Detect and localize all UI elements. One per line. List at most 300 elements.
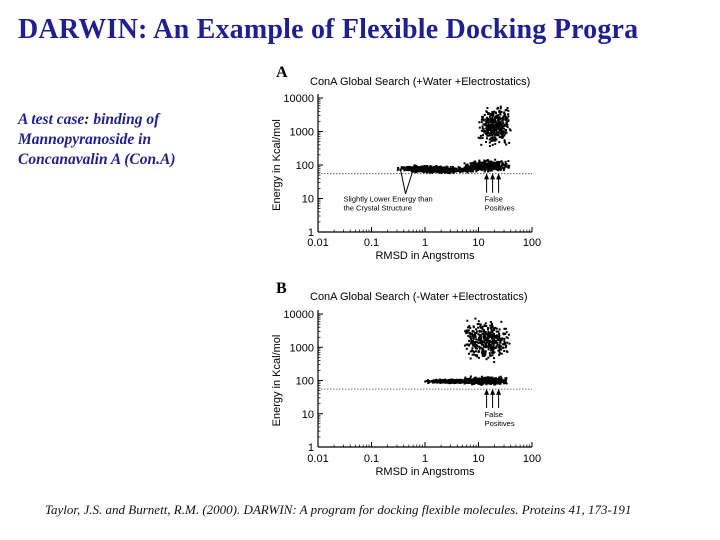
data-point xyxy=(446,380,448,382)
data-point xyxy=(506,163,508,165)
data-point xyxy=(449,381,451,383)
data-point xyxy=(473,325,475,327)
data-point xyxy=(487,337,489,339)
data-point xyxy=(484,340,486,342)
data-point xyxy=(499,379,501,381)
data-point xyxy=(486,382,488,384)
data-point xyxy=(470,350,472,352)
data-point xyxy=(406,166,408,168)
data-point xyxy=(487,329,489,331)
data-point xyxy=(437,381,439,383)
data-point xyxy=(500,321,502,323)
data-point xyxy=(441,172,443,174)
data-point xyxy=(414,167,416,169)
data-point xyxy=(477,323,479,325)
data-point xyxy=(476,380,478,382)
y-tick-label: 1000 xyxy=(289,126,314,139)
data-point xyxy=(466,381,468,383)
data-point xyxy=(507,115,509,117)
data-point xyxy=(501,124,503,126)
data-point xyxy=(488,348,490,350)
data-point xyxy=(492,131,494,133)
data-point xyxy=(478,381,480,383)
data-point xyxy=(489,163,491,165)
data-point xyxy=(467,330,469,332)
data-point xyxy=(480,384,482,386)
data-point xyxy=(480,331,482,333)
data-point xyxy=(426,380,428,382)
data-point xyxy=(507,107,509,109)
data-point xyxy=(489,132,491,134)
data-point xyxy=(501,163,503,165)
data-point xyxy=(478,121,480,123)
data-point xyxy=(476,378,478,380)
data-point xyxy=(490,129,492,131)
data-point xyxy=(498,120,500,122)
data-point xyxy=(505,144,507,146)
data-point xyxy=(427,170,429,172)
data-point xyxy=(466,320,468,322)
data-point xyxy=(489,145,491,147)
data-point xyxy=(506,336,508,338)
data-point xyxy=(477,339,479,341)
y-axis-label: Energy in Kcal/mol xyxy=(271,334,283,427)
data-point xyxy=(500,376,502,378)
data-point xyxy=(475,328,477,330)
data-point xyxy=(485,331,487,333)
data-point xyxy=(491,331,493,333)
data-point xyxy=(503,111,505,113)
data-point xyxy=(423,167,425,169)
data-point xyxy=(505,129,507,131)
data-point xyxy=(442,381,444,383)
annotation-arrowhead xyxy=(484,389,489,395)
data-point xyxy=(507,113,509,115)
data-point xyxy=(450,166,452,168)
data-point xyxy=(502,132,504,134)
data-point xyxy=(481,119,483,121)
data-point xyxy=(483,346,485,348)
x-tick-label: 100 xyxy=(522,453,542,465)
data-point xyxy=(491,343,493,345)
data-point xyxy=(488,125,490,127)
data-point xyxy=(414,171,416,173)
data-point xyxy=(480,144,482,146)
data-point xyxy=(485,379,487,381)
data-point xyxy=(494,137,496,139)
data-point xyxy=(473,381,475,383)
data-point xyxy=(493,119,495,121)
y-tick-label: 100 xyxy=(295,160,314,172)
data-point xyxy=(489,170,491,172)
data-point xyxy=(499,136,501,138)
data-point xyxy=(467,167,469,169)
x-tick-label: 10 xyxy=(472,453,485,465)
data-point xyxy=(504,343,506,345)
x-tick-label: 0.1 xyxy=(363,453,380,465)
data-point xyxy=(482,379,484,381)
data-point xyxy=(477,333,479,335)
x-tick-label: 1 xyxy=(421,237,429,249)
data-point xyxy=(495,336,497,338)
data-point xyxy=(504,114,506,116)
x-tick-label: 1 xyxy=(421,453,429,465)
data-point xyxy=(505,328,507,330)
data-point xyxy=(502,127,504,129)
data-point xyxy=(435,168,437,170)
data-point xyxy=(482,137,484,139)
data-point xyxy=(504,116,506,118)
data-point xyxy=(497,380,499,382)
data-point xyxy=(505,161,507,163)
data-point xyxy=(494,327,496,329)
data-point xyxy=(482,167,484,169)
annotation-text: False xyxy=(484,194,503,204)
data-point xyxy=(495,382,497,384)
data-point xyxy=(469,335,471,337)
data-point xyxy=(459,379,461,381)
data-point xyxy=(491,124,493,126)
data-point xyxy=(472,334,474,336)
data-point xyxy=(422,171,424,173)
y-tick-label: 10000 xyxy=(283,309,314,321)
data-point xyxy=(490,137,492,139)
data-point xyxy=(501,380,503,382)
annotation-arrowhead xyxy=(490,173,495,179)
data-point xyxy=(492,349,494,351)
data-point xyxy=(427,168,429,170)
data-point xyxy=(475,341,477,343)
data-point xyxy=(492,119,494,121)
data-point xyxy=(489,113,491,115)
data-point xyxy=(475,347,477,349)
scatter-points xyxy=(397,106,512,175)
data-point xyxy=(470,358,472,360)
data-point xyxy=(497,134,499,136)
annotation-arrowhead xyxy=(496,173,501,179)
data-point xyxy=(497,331,499,333)
data-point xyxy=(493,382,495,384)
y-tick-label: 100 xyxy=(295,375,314,388)
data-point xyxy=(474,162,476,164)
data-point xyxy=(473,165,475,167)
data-point xyxy=(470,169,472,171)
data-point xyxy=(499,111,501,113)
data-point xyxy=(417,168,419,170)
data-point xyxy=(486,137,488,139)
data-point xyxy=(499,341,501,343)
data-point xyxy=(487,339,489,341)
data-point xyxy=(492,167,494,169)
panel-label-b: B xyxy=(276,280,287,297)
data-point xyxy=(501,339,503,341)
data-point xyxy=(494,143,496,145)
data-point xyxy=(397,169,399,171)
annotation-text: Positives xyxy=(484,203,515,213)
data-point xyxy=(490,327,492,329)
data-point xyxy=(493,342,495,344)
data-point xyxy=(482,116,484,118)
data-point xyxy=(498,338,500,340)
data-point xyxy=(479,379,481,381)
data-point xyxy=(493,346,495,348)
data-point xyxy=(489,325,491,327)
data-point xyxy=(502,118,504,120)
data-point xyxy=(503,332,505,334)
data-point xyxy=(485,121,487,123)
data-point xyxy=(464,382,466,384)
data-point xyxy=(488,345,490,347)
data-point xyxy=(491,378,493,380)
data-point xyxy=(444,169,446,171)
data-point xyxy=(488,379,490,381)
data-point xyxy=(504,141,506,143)
scatter-points xyxy=(424,318,510,386)
data-point xyxy=(508,343,510,345)
data-point xyxy=(483,330,485,332)
data-point xyxy=(490,335,492,337)
data-point xyxy=(485,160,487,162)
data-point xyxy=(496,116,498,118)
data-point xyxy=(486,166,488,168)
x-tick-label: 0.01 xyxy=(307,453,329,465)
data-point xyxy=(478,160,480,162)
data-point xyxy=(412,167,414,169)
data-point xyxy=(478,357,480,359)
data-point xyxy=(500,106,502,108)
data-point xyxy=(486,130,488,132)
data-point xyxy=(480,323,482,325)
data-point xyxy=(489,115,491,117)
data-point xyxy=(498,333,500,335)
data-point xyxy=(483,160,485,162)
data-point xyxy=(433,167,435,169)
data-point xyxy=(486,125,488,127)
data-point xyxy=(493,357,495,359)
data-point xyxy=(459,167,461,169)
data-point xyxy=(502,347,504,349)
data-point xyxy=(490,329,492,331)
data-point xyxy=(508,142,510,144)
data-point xyxy=(497,162,499,164)
data-point xyxy=(479,127,481,129)
data-point xyxy=(468,340,470,342)
data-point xyxy=(451,379,453,381)
data-point xyxy=(491,338,493,340)
data-point xyxy=(502,167,504,169)
data-point xyxy=(485,169,487,171)
data-point xyxy=(486,135,488,137)
data-point xyxy=(475,350,477,352)
data-point xyxy=(456,168,458,170)
data-point xyxy=(500,131,502,133)
data-point xyxy=(489,354,491,356)
x-tick-label: 0.1 xyxy=(363,237,380,249)
y-axis-label: Energy in Kcal/mol xyxy=(271,119,283,211)
data-point xyxy=(500,349,502,351)
caption-line: A test case: binding of xyxy=(18,111,160,128)
data-point xyxy=(472,345,474,347)
data-point xyxy=(492,114,494,116)
data-point xyxy=(427,381,429,383)
data-point xyxy=(472,330,474,332)
data-point xyxy=(464,345,466,347)
data-point xyxy=(484,334,486,336)
data-point xyxy=(470,163,472,165)
data-point xyxy=(488,118,490,120)
data-point xyxy=(494,159,496,161)
data-point xyxy=(464,162,466,164)
data-point xyxy=(480,163,482,165)
data-point xyxy=(434,380,436,382)
data-point xyxy=(490,321,492,323)
data-point xyxy=(493,163,495,165)
data-point xyxy=(505,118,507,120)
data-point xyxy=(426,167,428,169)
data-point xyxy=(493,361,495,363)
annotation-arrowhead xyxy=(496,389,501,395)
data-point xyxy=(506,132,508,134)
y-tick-label: 10000 xyxy=(283,93,314,105)
data-point xyxy=(507,160,509,162)
data-point xyxy=(408,168,410,170)
data-point xyxy=(490,140,492,142)
annotation-text: the Crystal Structure xyxy=(343,203,412,213)
data-point xyxy=(481,121,483,123)
data-point xyxy=(481,169,483,171)
data-point xyxy=(491,162,493,164)
data-point xyxy=(438,166,440,168)
data-point xyxy=(485,127,487,129)
data-point xyxy=(502,136,504,138)
data-point xyxy=(500,113,502,115)
data-point xyxy=(432,381,434,383)
data-point xyxy=(477,169,479,171)
data-point xyxy=(467,165,469,167)
data-point xyxy=(470,343,472,345)
caption-line: Mannopyranoside in xyxy=(18,131,152,148)
data-point xyxy=(497,114,499,116)
data-point xyxy=(485,350,487,352)
data-point xyxy=(481,130,483,132)
data-point xyxy=(453,381,455,383)
data-point xyxy=(420,167,422,169)
data-point xyxy=(496,130,498,132)
data-point xyxy=(498,141,500,143)
data-point xyxy=(493,333,495,335)
caption-line: Concanavalin A (Con.A) xyxy=(18,151,176,168)
data-point xyxy=(478,165,480,167)
data-point xyxy=(429,168,431,170)
data-point xyxy=(397,167,399,169)
data-point xyxy=(506,117,508,119)
data-point xyxy=(482,134,484,136)
data-point xyxy=(482,350,484,352)
data-point xyxy=(440,167,442,169)
data-point xyxy=(474,335,476,337)
data-point xyxy=(487,132,489,134)
data-point xyxy=(479,348,481,350)
annotation-text: Slightly Lower Energy than xyxy=(343,194,433,204)
chart-title: ConA Global Search (-Water +Electrostatics) xyxy=(310,291,528,303)
data-point xyxy=(482,344,484,346)
y-tick-label: 10 xyxy=(301,193,314,206)
data-point xyxy=(505,382,507,384)
data-point xyxy=(489,382,491,384)
data-point xyxy=(467,171,469,173)
y-tick-label: 1 xyxy=(307,227,314,239)
data-point xyxy=(468,353,470,355)
data-point xyxy=(456,170,458,172)
data-point xyxy=(473,338,475,340)
data-point xyxy=(473,168,475,170)
data-point xyxy=(499,328,501,330)
panel-label-a: A xyxy=(276,64,288,81)
data-point xyxy=(495,111,497,113)
data-point xyxy=(479,339,481,341)
data-point xyxy=(507,120,509,122)
data-point xyxy=(504,380,506,382)
data-point xyxy=(470,375,472,377)
data-point xyxy=(497,336,499,338)
data-point xyxy=(467,332,469,334)
data-point xyxy=(471,340,473,342)
data-point xyxy=(479,336,481,338)
data-point xyxy=(485,380,487,382)
data-point xyxy=(478,342,480,344)
x-axis-label: RMSD in Angstroms xyxy=(375,250,475,262)
data-point xyxy=(498,346,500,348)
annotation-arrowhead xyxy=(484,173,489,179)
data-point xyxy=(501,136,503,138)
data-point xyxy=(487,357,489,359)
data-point xyxy=(401,166,403,168)
chart-panel-a xyxy=(271,76,541,262)
data-point xyxy=(442,379,444,381)
data-point xyxy=(404,168,406,170)
data-point xyxy=(506,351,508,353)
data-point xyxy=(493,351,495,353)
data-point xyxy=(443,167,445,169)
data-point xyxy=(452,169,454,171)
data-point xyxy=(484,132,486,134)
data-point xyxy=(484,114,486,116)
data-point xyxy=(468,325,470,327)
data-point xyxy=(487,112,489,114)
data-point xyxy=(482,348,484,350)
data-point xyxy=(442,169,444,171)
data-point xyxy=(491,134,493,136)
chart-title: ConA Global Search (+Water +Electrostatics) xyxy=(310,76,531,88)
data-point xyxy=(505,345,507,347)
data-point xyxy=(471,347,473,349)
data-point xyxy=(470,380,472,382)
data-point xyxy=(505,109,507,111)
data-point xyxy=(486,334,488,336)
data-point xyxy=(504,377,506,379)
data-point xyxy=(498,354,500,356)
y-tick-label: 1000 xyxy=(289,342,314,355)
data-point xyxy=(505,124,507,126)
data-point xyxy=(495,128,497,130)
x-tick-label: 10 xyxy=(472,237,485,249)
data-point xyxy=(467,343,469,345)
data-point xyxy=(500,169,502,171)
data-point xyxy=(466,348,468,350)
data-point xyxy=(478,320,480,322)
data-point xyxy=(494,380,496,382)
data-point xyxy=(507,110,509,112)
